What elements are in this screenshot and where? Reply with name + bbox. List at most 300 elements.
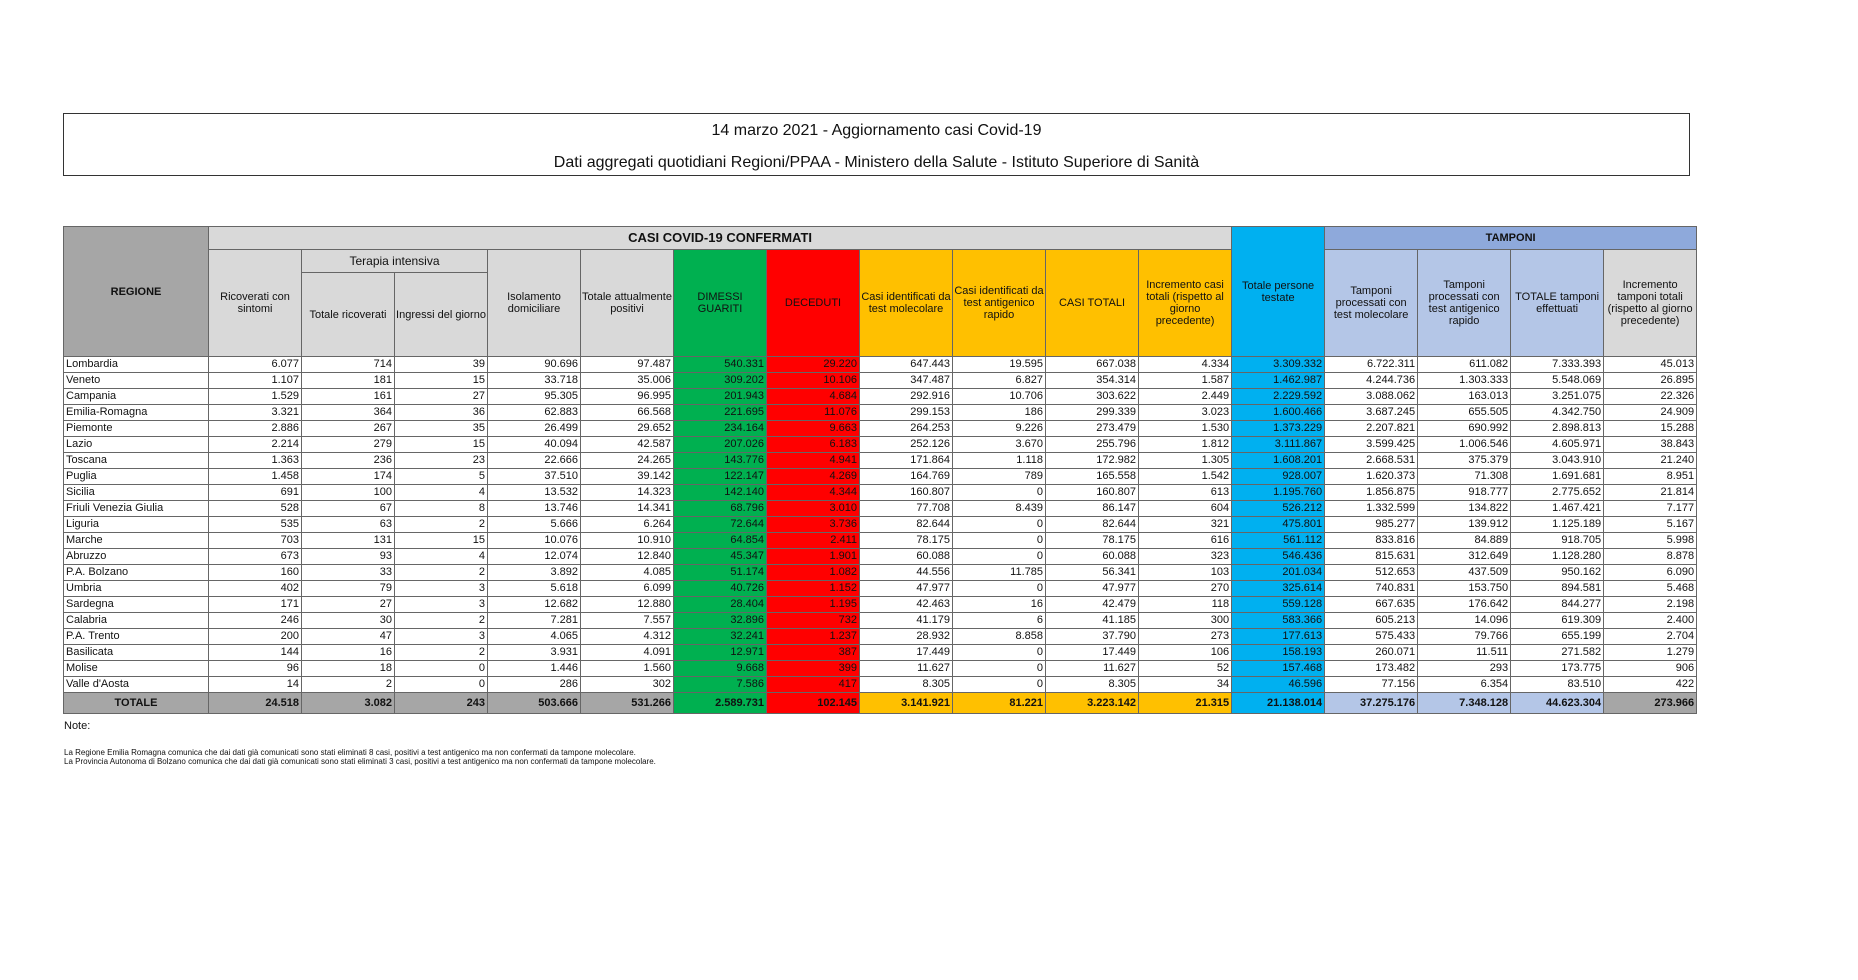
cell-incremento-tamponi: 38.843 bbox=[1604, 437, 1697, 453]
total-row bbox=[64, 693, 1697, 714]
cell-incremento-tamponi: 24.909 bbox=[1604, 405, 1697, 421]
cell-ricoverati: 1.107 bbox=[209, 373, 302, 389]
cell-deceduti: 29.220 bbox=[767, 357, 860, 373]
cell-ricoverati: 535 bbox=[209, 517, 302, 533]
cell-ricoverati: 528 bbox=[209, 501, 302, 517]
cell-regione: Basilicata bbox=[64, 645, 209, 661]
cell-persone-testate: 559.128 bbox=[1232, 597, 1325, 613]
cell-dimessi: 9.668 bbox=[674, 661, 767, 677]
cell-attualmente-positivi: 39.142 bbox=[581, 469, 674, 485]
cell-ricoverati: 6.077 bbox=[209, 357, 302, 373]
cell-ti-totale: 131 bbox=[302, 533, 395, 549]
cell-deceduti: 1.237 bbox=[767, 629, 860, 645]
cell-tamponi-antigenico: 153.750 bbox=[1418, 581, 1511, 597]
header-regione: REGIONE bbox=[64, 227, 209, 357]
cell-tamponi-totale: 3.251.075 bbox=[1511, 389, 1604, 405]
cell-persone-testate: 177.613 bbox=[1232, 629, 1325, 645]
cell-dimessi: 64.854 bbox=[674, 533, 767, 549]
cell-dimessi: 45.347 bbox=[674, 549, 767, 565]
cell-isolamento: 33.718 bbox=[488, 373, 581, 389]
cell-ricoverati: 246 bbox=[209, 613, 302, 629]
cell-casi-totali: 82.644 bbox=[1046, 517, 1139, 533]
cell-isolamento: 12.074 bbox=[488, 549, 581, 565]
cell-ricoverati: 402 bbox=[209, 581, 302, 597]
cell-incremento-casi: 118 bbox=[1139, 597, 1232, 613]
cell-isolamento: 7.281 bbox=[488, 613, 581, 629]
cell-attualmente-positivi: 4.312 bbox=[581, 629, 674, 645]
table-row bbox=[64, 485, 1697, 501]
cell-ricoverati: 1.529 bbox=[209, 389, 302, 405]
header-ricoverati: Ricoverati con sintomi bbox=[209, 250, 302, 357]
cell-attualmente-positivi: 42.587 bbox=[581, 437, 674, 453]
cell-regione: Puglia bbox=[64, 469, 209, 485]
cell-tamponi-molecolare: 667.635 bbox=[1325, 597, 1418, 613]
cell-persone-testate: 526.212 bbox=[1232, 501, 1325, 517]
cell-attualmente-positivi: 29.652 bbox=[581, 421, 674, 437]
cell-tamponi-antigenico: 11.511 bbox=[1418, 645, 1511, 661]
cell-regione: Campania bbox=[64, 389, 209, 405]
table-row bbox=[64, 421, 1697, 437]
cell-attualmente-positivi: 12.840 bbox=[581, 549, 674, 565]
header-isolamento: Isolamento domiciliare bbox=[488, 250, 581, 357]
cell-incremento-casi: 273 bbox=[1139, 629, 1232, 645]
cell-isolamento: 13.532 bbox=[488, 485, 581, 501]
cell-ti-totale: 279 bbox=[302, 437, 395, 453]
cell-incremento-casi: 1.530 bbox=[1139, 421, 1232, 437]
cell-incremento-casi: 270 bbox=[1139, 581, 1232, 597]
header-casi-totali: CASI TOTALI bbox=[1046, 250, 1139, 357]
cell-attualmente-positivi: 14.341 bbox=[581, 501, 674, 517]
cell-dimessi: 12.971 bbox=[674, 645, 767, 661]
cell-persone-testate: 1.195.760 bbox=[1232, 485, 1325, 501]
cell-regione: P.A. Bolzano bbox=[64, 565, 209, 581]
cell-persone-testate: 3.111.867 bbox=[1232, 437, 1325, 453]
table-row bbox=[64, 677, 1697, 693]
cell-casi-antigenico: 16 bbox=[953, 597, 1046, 613]
cell-tamponi-molecolare: 4.244.736 bbox=[1325, 373, 1418, 389]
cell-tamponi-molecolare: 985.277 bbox=[1325, 517, 1418, 533]
cell-tamponi-antigenico: 6.354 bbox=[1418, 677, 1511, 693]
cell-casi-totali: 303.622 bbox=[1046, 389, 1139, 405]
cell-tamponi-totale: 950.162 bbox=[1511, 565, 1604, 581]
cell-regione: Friuli Venezia Giulia bbox=[64, 501, 209, 517]
cell-ti-totale: 181 bbox=[302, 373, 395, 389]
cell-ti-ingressi: 2 bbox=[395, 517, 488, 533]
total-tamponi-totale: 44.623.304 bbox=[1511, 693, 1604, 714]
cell-attualmente-positivi: 96.995 bbox=[581, 389, 674, 405]
cell-deceduti: 387 bbox=[767, 645, 860, 661]
header-tamponi-totale: TOTALE tamponi effettuati bbox=[1511, 250, 1604, 357]
cell-dimessi: 68.796 bbox=[674, 501, 767, 517]
cell-incremento-casi: 1.542 bbox=[1139, 469, 1232, 485]
cell-casi-totali: 47.977 bbox=[1046, 581, 1139, 597]
cell-ricoverati: 2.214 bbox=[209, 437, 302, 453]
cell-regione: Abruzzo bbox=[64, 549, 209, 565]
cell-tamponi-molecolare: 740.831 bbox=[1325, 581, 1418, 597]
cell-casi-antigenico: 3.670 bbox=[953, 437, 1046, 453]
cell-attualmente-positivi: 7.557 bbox=[581, 613, 674, 629]
cell-dimessi: 201.943 bbox=[674, 389, 767, 405]
cell-isolamento: 37.510 bbox=[488, 469, 581, 485]
report-subtitle: Dati aggregati quotidiani Regioni/PPAA - Ministero della Salute - Istituto Superiore di Sanità bbox=[553, 154, 1200, 171]
cell-ti-totale: 30 bbox=[302, 613, 395, 629]
cell-ricoverati: 96 bbox=[209, 661, 302, 677]
cell-isolamento: 95.305 bbox=[488, 389, 581, 405]
cell-tamponi-totale: 7.333.393 bbox=[1511, 357, 1604, 373]
cell-deceduti: 417 bbox=[767, 677, 860, 693]
cell-regione: Sardegna bbox=[64, 597, 209, 613]
total-deceduti: 102.145 bbox=[767, 693, 860, 714]
notes-label: Note: bbox=[64, 720, 91, 732]
cell-tamponi-antigenico: 134.822 bbox=[1418, 501, 1511, 517]
total-ti-ingressi: 243 bbox=[395, 693, 488, 714]
cell-tamponi-totale: 4.605.971 bbox=[1511, 437, 1604, 453]
cell-incremento-tamponi: 8.951 bbox=[1604, 469, 1697, 485]
table-row bbox=[64, 437, 1697, 453]
cell-ti-ingressi: 36 bbox=[395, 405, 488, 421]
cell-casi-antigenico: 0 bbox=[953, 517, 1046, 533]
cell-tamponi-totale: 918.705 bbox=[1511, 533, 1604, 549]
cell-dimessi: 51.174 bbox=[674, 565, 767, 581]
cell-tamponi-molecolare: 815.631 bbox=[1325, 549, 1418, 565]
cell-dimessi: 7.586 bbox=[674, 677, 767, 693]
cell-casi-antigenico: 0 bbox=[953, 677, 1046, 693]
table-row bbox=[64, 661, 1697, 677]
cell-tamponi-totale: 2.775.652 bbox=[1511, 485, 1604, 501]
cell-tamponi-antigenico: 312.649 bbox=[1418, 549, 1511, 565]
total-casi-antigenico: 81.221 bbox=[953, 693, 1046, 714]
cell-tamponi-antigenico: 655.505 bbox=[1418, 405, 1511, 421]
cell-tamponi-antigenico: 84.889 bbox=[1418, 533, 1511, 549]
cell-casi-totali: 86.147 bbox=[1046, 501, 1139, 517]
note-line: La Provincia Autonoma di Bolzano comunica che dai dati già comunicati sono stati eliminati 3 casi, positivi a test antigenico ma non confermati da tampone molecolare. bbox=[64, 757, 656, 766]
cell-ti-ingressi: 15 bbox=[395, 373, 488, 389]
cell-deceduti: 1.152 bbox=[767, 581, 860, 597]
cell-incremento-tamponi: 26.895 bbox=[1604, 373, 1697, 389]
cell-attualmente-positivi: 1.560 bbox=[581, 661, 674, 677]
cell-casi-molecolare: 347.487 bbox=[860, 373, 953, 389]
cell-deceduti: 1.082 bbox=[767, 565, 860, 581]
cell-ti-ingressi: 2 bbox=[395, 565, 488, 581]
cell-tamponi-antigenico: 611.082 bbox=[1418, 357, 1511, 373]
cell-incremento-casi: 300 bbox=[1139, 613, 1232, 629]
cell-tamponi-antigenico: 14.096 bbox=[1418, 613, 1511, 629]
cell-tamponi-totale: 4.342.750 bbox=[1511, 405, 1604, 421]
table-row bbox=[64, 453, 1697, 469]
cell-casi-totali: 299.339 bbox=[1046, 405, 1139, 421]
cell-tamponi-antigenico: 690.992 bbox=[1418, 421, 1511, 437]
cell-ricoverati: 673 bbox=[209, 549, 302, 565]
cell-tamponi-antigenico: 293 bbox=[1418, 661, 1511, 677]
cell-attualmente-positivi: 97.487 bbox=[581, 357, 674, 373]
cell-ricoverati: 1.363 bbox=[209, 453, 302, 469]
cell-dimessi: 234.164 bbox=[674, 421, 767, 437]
cell-casi-antigenico: 0 bbox=[953, 645, 1046, 661]
cell-ti-ingressi: 2 bbox=[395, 645, 488, 661]
cell-tamponi-molecolare: 77.156 bbox=[1325, 677, 1418, 693]
table-row bbox=[64, 613, 1697, 629]
cell-attualmente-positivi: 6.099 bbox=[581, 581, 674, 597]
cell-deceduti: 732 bbox=[767, 613, 860, 629]
cell-isolamento: 5.666 bbox=[488, 517, 581, 533]
cell-casi-molecolare: 164.769 bbox=[860, 469, 953, 485]
cell-deceduti: 2.411 bbox=[767, 533, 860, 549]
cell-ti-ingressi: 0 bbox=[395, 661, 488, 677]
cell-casi-molecolare: 42.463 bbox=[860, 597, 953, 613]
cell-attualmente-positivi: 10.910 bbox=[581, 533, 674, 549]
cell-isolamento: 4.065 bbox=[488, 629, 581, 645]
total-incremento-tamponi: 273.966 bbox=[1604, 693, 1697, 714]
cell-ti-totale: 100 bbox=[302, 485, 395, 501]
cell-isolamento: 90.696 bbox=[488, 357, 581, 373]
cell-casi-antigenico: 8.858 bbox=[953, 629, 1046, 645]
cell-isolamento: 62.883 bbox=[488, 405, 581, 421]
cell-incremento-casi: 103 bbox=[1139, 565, 1232, 581]
cell-ti-totale: 161 bbox=[302, 389, 395, 405]
cell-tamponi-totale: 844.277 bbox=[1511, 597, 1604, 613]
cell-incremento-tamponi: 21.814 bbox=[1604, 485, 1697, 501]
cell-casi-antigenico: 6.827 bbox=[953, 373, 1046, 389]
cell-tamponi-molecolare: 1.620.373 bbox=[1325, 469, 1418, 485]
cell-casi-totali: 17.449 bbox=[1046, 645, 1139, 661]
cell-regione: Lazio bbox=[64, 437, 209, 453]
cell-ti-ingressi: 8 bbox=[395, 501, 488, 517]
cell-deceduti: 3.010 bbox=[767, 501, 860, 517]
cell-ti-ingressi: 2 bbox=[395, 613, 488, 629]
cell-deceduti: 10.106 bbox=[767, 373, 860, 389]
cell-dimessi: 72.644 bbox=[674, 517, 767, 533]
cell-tamponi-antigenico: 139.912 bbox=[1418, 517, 1511, 533]
cell-casi-antigenico: 186 bbox=[953, 405, 1046, 421]
cell-tamponi-molecolare: 3.599.425 bbox=[1325, 437, 1418, 453]
cell-incremento-tamponi: 7.177 bbox=[1604, 501, 1697, 517]
cell-incremento-tamponi: 45.013 bbox=[1604, 357, 1697, 373]
note-line: La Regione Emilia Romagna comunica che dai dati già comunicati sono stati eliminati 8 casi, positivi a test antigenico ma non confermati da tampone molecolare. bbox=[64, 748, 636, 757]
cell-tamponi-antigenico: 1.006.546 bbox=[1418, 437, 1511, 453]
cell-incremento-tamponi: 8.878 bbox=[1604, 549, 1697, 565]
cell-attualmente-positivi: 24.265 bbox=[581, 453, 674, 469]
cell-casi-antigenico: 789 bbox=[953, 469, 1046, 485]
cell-casi-totali: 667.038 bbox=[1046, 357, 1139, 373]
cell-casi-molecolare: 78.175 bbox=[860, 533, 953, 549]
cell-incremento-tamponi: 6.090 bbox=[1604, 565, 1697, 581]
cell-tamponi-antigenico: 163.013 bbox=[1418, 389, 1511, 405]
cell-ricoverati: 144 bbox=[209, 645, 302, 661]
cell-tamponi-totale: 271.582 bbox=[1511, 645, 1604, 661]
cell-regione: Veneto bbox=[64, 373, 209, 389]
cell-casi-totali: 41.185 bbox=[1046, 613, 1139, 629]
cell-casi-totali: 42.479 bbox=[1046, 597, 1139, 613]
cell-ti-totale: 27 bbox=[302, 597, 395, 613]
cell-casi-molecolare: 8.305 bbox=[860, 677, 953, 693]
cell-regione: Emilia-Romagna bbox=[64, 405, 209, 421]
cell-tamponi-antigenico: 176.642 bbox=[1418, 597, 1511, 613]
cell-persone-testate: 1.600.466 bbox=[1232, 405, 1325, 421]
cell-isolamento: 1.446 bbox=[488, 661, 581, 677]
cell-casi-totali: 172.982 bbox=[1046, 453, 1139, 469]
total-tamponi-molecolare: 37.275.176 bbox=[1325, 693, 1418, 714]
cell-ricoverati: 703 bbox=[209, 533, 302, 549]
cell-ti-totale: 63 bbox=[302, 517, 395, 533]
cell-ti-ingressi: 3 bbox=[395, 597, 488, 613]
cell-tamponi-molecolare: 3.687.245 bbox=[1325, 405, 1418, 421]
cell-tamponi-molecolare: 3.088.062 bbox=[1325, 389, 1418, 405]
cell-tamponi-antigenico: 71.308 bbox=[1418, 469, 1511, 485]
cell-persone-testate: 201.034 bbox=[1232, 565, 1325, 581]
cell-incremento-casi: 4.334 bbox=[1139, 357, 1232, 373]
cell-dimessi: 309.202 bbox=[674, 373, 767, 389]
cell-tamponi-molecolare: 1.856.875 bbox=[1325, 485, 1418, 501]
cell-dimessi: 207.026 bbox=[674, 437, 767, 453]
cell-incremento-casi: 1.812 bbox=[1139, 437, 1232, 453]
cell-incremento-tamponi: 1.279 bbox=[1604, 645, 1697, 661]
table-row bbox=[64, 469, 1697, 485]
cell-regione: Umbria bbox=[64, 581, 209, 597]
total-regione: TOTALE bbox=[64, 693, 209, 714]
cell-ti-totale: 93 bbox=[302, 549, 395, 565]
cell-casi-totali: 273.479 bbox=[1046, 421, 1139, 437]
cell-regione: Lombardia bbox=[64, 357, 209, 373]
cell-casi-totali: 60.088 bbox=[1046, 549, 1139, 565]
covid-data-table bbox=[63, 226, 1697, 714]
cell-isolamento: 13.746 bbox=[488, 501, 581, 517]
cell-ricoverati: 2.886 bbox=[209, 421, 302, 437]
cell-tamponi-molecolare: 1.332.599 bbox=[1325, 501, 1418, 517]
cell-tamponi-antigenico: 79.766 bbox=[1418, 629, 1511, 645]
cell-regione: Toscana bbox=[64, 453, 209, 469]
cell-casi-antigenico: 11.785 bbox=[953, 565, 1046, 581]
cell-incremento-casi: 1.587 bbox=[1139, 373, 1232, 389]
cell-incremento-casi: 323 bbox=[1139, 549, 1232, 565]
cell-tamponi-totale: 1.691.681 bbox=[1511, 469, 1604, 485]
cell-ti-ingressi: 3 bbox=[395, 581, 488, 597]
cell-isolamento: 3.931 bbox=[488, 645, 581, 661]
header-attualmente-positivi: Totale attualmente positivi bbox=[581, 250, 674, 357]
cell-regione: Valle d'Aosta bbox=[64, 677, 209, 693]
cell-isolamento: 26.499 bbox=[488, 421, 581, 437]
cell-incremento-casi: 52 bbox=[1139, 661, 1232, 677]
header-incremento-casi: Incremento casi totali (rispetto al giorno precedente) bbox=[1139, 250, 1232, 357]
cell-isolamento: 286 bbox=[488, 677, 581, 693]
cell-casi-molecolare: 60.088 bbox=[860, 549, 953, 565]
table-row bbox=[64, 405, 1697, 421]
cell-deceduti: 4.684 bbox=[767, 389, 860, 405]
cell-casi-totali: 37.790 bbox=[1046, 629, 1139, 645]
cell-ricoverati: 1.458 bbox=[209, 469, 302, 485]
cell-regione: Calabria bbox=[64, 613, 209, 629]
cell-ti-totale: 2 bbox=[302, 677, 395, 693]
header-group-casi-confermati: CASI COVID-19 CONFERMATI bbox=[209, 227, 1232, 250]
cell-persone-testate: 2.229.592 bbox=[1232, 389, 1325, 405]
cell-deceduti: 399 bbox=[767, 661, 860, 677]
cell-tamponi-molecolare: 173.482 bbox=[1325, 661, 1418, 677]
cell-casi-molecolare: 160.807 bbox=[860, 485, 953, 501]
cell-ti-totale: 33 bbox=[302, 565, 395, 581]
header-terapia-intensiva: Terapia intensiva bbox=[302, 250, 488, 273]
cell-persone-testate: 1.462.987 bbox=[1232, 373, 1325, 389]
cell-tamponi-totale: 1.125.189 bbox=[1511, 517, 1604, 533]
cell-attualmente-positivi: 302 bbox=[581, 677, 674, 693]
cell-incremento-casi: 106 bbox=[1139, 645, 1232, 661]
cell-tamponi-totale: 619.309 bbox=[1511, 613, 1604, 629]
table-body bbox=[64, 357, 1697, 714]
cell-tamponi-totale: 2.898.813 bbox=[1511, 421, 1604, 437]
cell-casi-totali: 8.305 bbox=[1046, 677, 1139, 693]
cell-deceduti: 1.901 bbox=[767, 549, 860, 565]
cell-deceduti: 11.076 bbox=[767, 405, 860, 421]
cell-incremento-tamponi: 5.998 bbox=[1604, 533, 1697, 549]
cell-ti-ingressi: 15 bbox=[395, 437, 488, 453]
cell-ti-totale: 364 bbox=[302, 405, 395, 421]
cell-casi-molecolare: 47.977 bbox=[860, 581, 953, 597]
cell-attualmente-positivi: 4.091 bbox=[581, 645, 674, 661]
cell-tamponi-totale: 173.775 bbox=[1511, 661, 1604, 677]
cell-dimessi: 28.404 bbox=[674, 597, 767, 613]
cell-dimessi: 122.147 bbox=[674, 469, 767, 485]
cell-casi-molecolare: 77.708 bbox=[860, 501, 953, 517]
total-isolamento: 503.666 bbox=[488, 693, 581, 714]
cell-attualmente-positivi: 6.264 bbox=[581, 517, 674, 533]
cell-persone-testate: 46.596 bbox=[1232, 677, 1325, 693]
total-dimessi: 2.589.731 bbox=[674, 693, 767, 714]
cell-deceduti: 3.736 bbox=[767, 517, 860, 533]
cell-incremento-tamponi: 22.326 bbox=[1604, 389, 1697, 405]
cell-isolamento: 3.892 bbox=[488, 565, 581, 581]
cell-incremento-tamponi: 2.704 bbox=[1604, 629, 1697, 645]
total-attualmente-positivi: 531.266 bbox=[581, 693, 674, 714]
total-incremento-casi: 21.315 bbox=[1139, 693, 1232, 714]
header-persone-testate: Totale persone testate bbox=[1232, 227, 1325, 357]
cell-regione: Molise bbox=[64, 661, 209, 677]
cell-ti-ingressi: 3 bbox=[395, 629, 488, 645]
cell-persone-testate: 546.436 bbox=[1232, 549, 1325, 565]
cell-persone-testate: 325.614 bbox=[1232, 581, 1325, 597]
table-row bbox=[64, 517, 1697, 533]
cell-deceduti: 4.941 bbox=[767, 453, 860, 469]
cell-casi-molecolare: 647.443 bbox=[860, 357, 953, 373]
cell-tamponi-molecolare: 2.207.821 bbox=[1325, 421, 1418, 437]
cell-isolamento: 12.682 bbox=[488, 597, 581, 613]
cell-casi-molecolare: 41.179 bbox=[860, 613, 953, 629]
cell-tamponi-molecolare: 575.433 bbox=[1325, 629, 1418, 645]
cell-incremento-tamponi: 422 bbox=[1604, 677, 1697, 693]
cell-regione: Marche bbox=[64, 533, 209, 549]
cell-casi-totali: 160.807 bbox=[1046, 485, 1139, 501]
cell-deceduti: 4.344 bbox=[767, 485, 860, 501]
table-row bbox=[64, 581, 1697, 597]
cell-tamponi-totale: 1.128.280 bbox=[1511, 549, 1604, 565]
header-casi-antigenico: Casi identificati da test antigenico rapido bbox=[953, 250, 1046, 357]
cell-casi-molecolare: 11.627 bbox=[860, 661, 953, 677]
cell-deceduti: 9.663 bbox=[767, 421, 860, 437]
total-ti-totale: 3.082 bbox=[302, 693, 395, 714]
table-row bbox=[64, 501, 1697, 517]
cell-incremento-tamponi: 15.288 bbox=[1604, 421, 1697, 437]
header-deceduti: DECEDUTI bbox=[767, 250, 860, 357]
total-casi-molecolare: 3.141.921 bbox=[860, 693, 953, 714]
cell-persone-testate: 583.366 bbox=[1232, 613, 1325, 629]
cell-tamponi-antigenico: 437.509 bbox=[1418, 565, 1511, 581]
header-ti-totale-ricoverati: Totale ricoverati bbox=[302, 273, 395, 357]
cell-ti-totale: 18 bbox=[302, 661, 395, 677]
cell-tamponi-antigenico: 1.303.333 bbox=[1418, 373, 1511, 389]
table-row bbox=[64, 533, 1697, 549]
cell-casi-antigenico: 6 bbox=[953, 613, 1046, 629]
cell-dimessi: 143.776 bbox=[674, 453, 767, 469]
cell-casi-antigenico: 0 bbox=[953, 485, 1046, 501]
cell-isolamento: 40.094 bbox=[488, 437, 581, 453]
cell-ricoverati: 3.321 bbox=[209, 405, 302, 421]
